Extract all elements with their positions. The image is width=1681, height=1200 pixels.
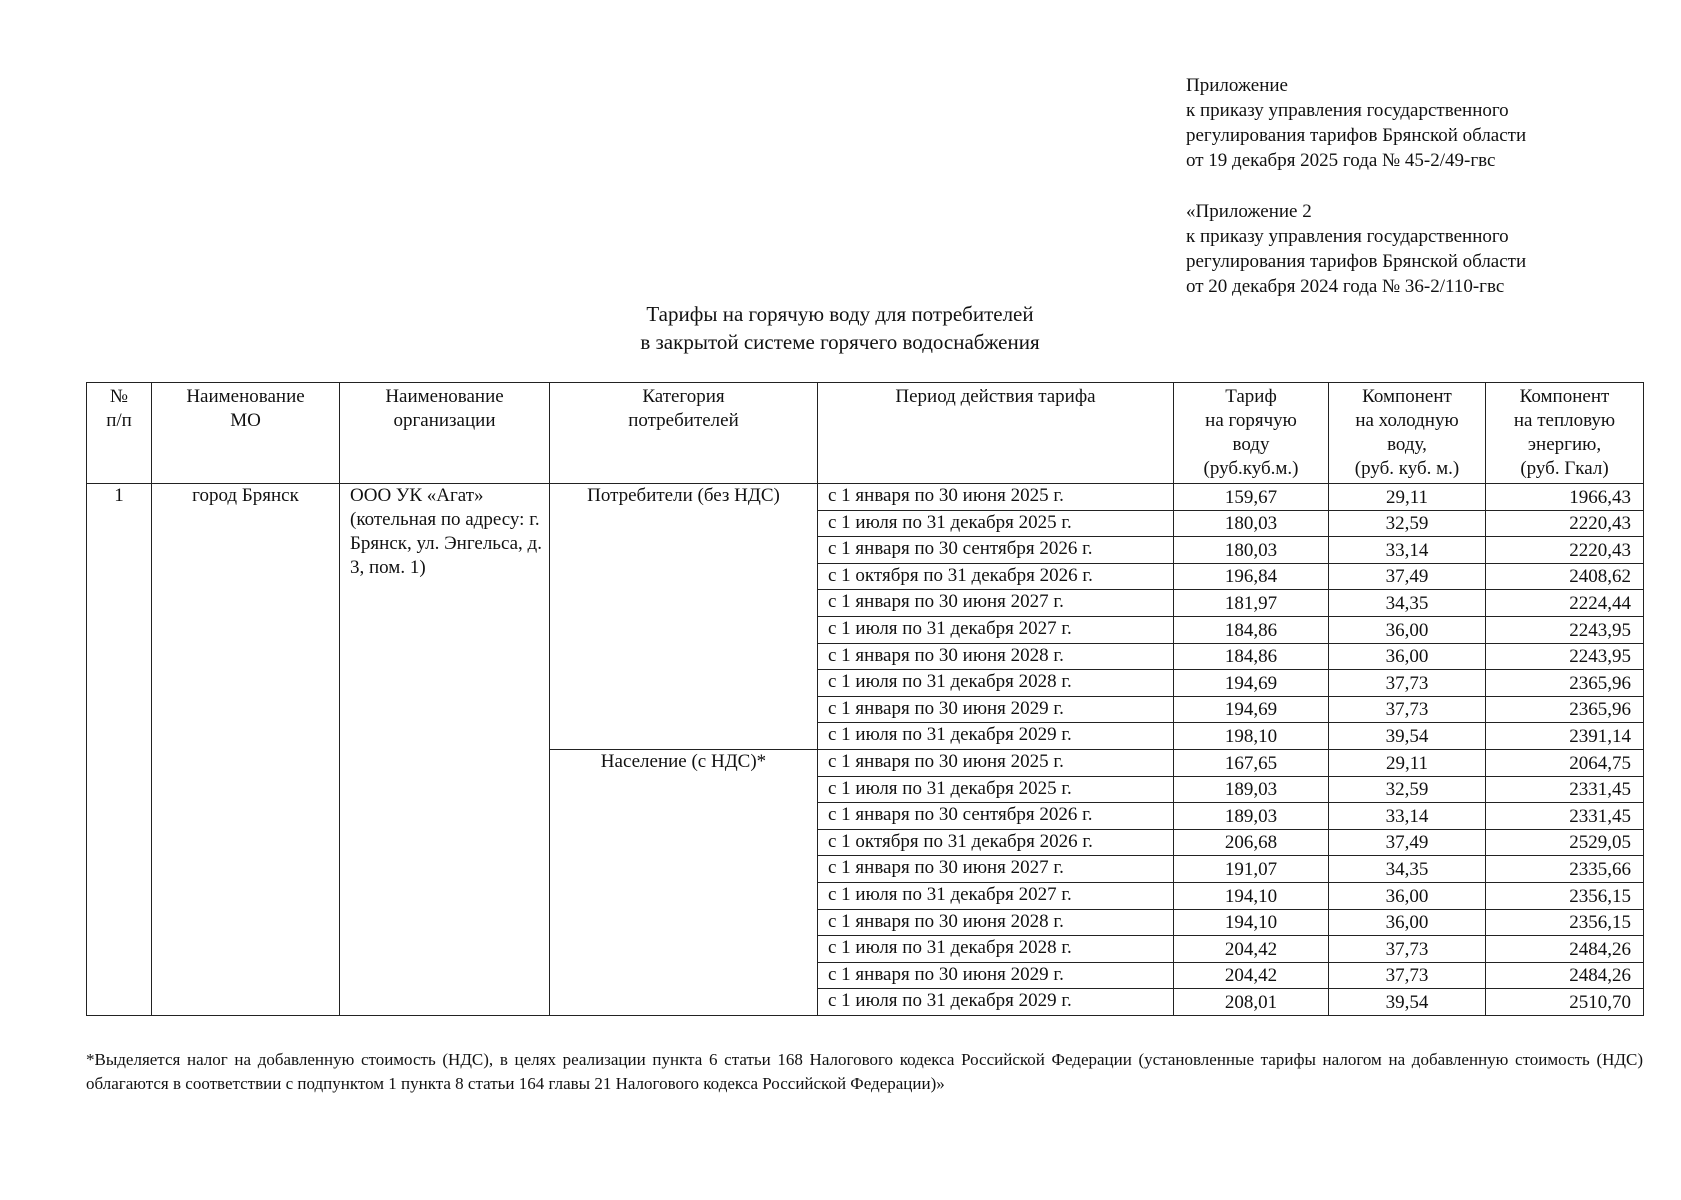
heat-energy-component-cell: 2224,44 [1486, 590, 1644, 617]
document-title [560, 300, 1120, 356]
cold-water-component-cell: 39,54 [1329, 723, 1486, 750]
period-cell: с 1 июля по 31 декабря 2029 г. [818, 723, 1174, 750]
period-cell: с 1 июля по 31 декабря 2028 г. [818, 670, 1174, 697]
hot-water-tariff-cell: 204,42 [1174, 936, 1329, 963]
period-cell: с 1 июля по 31 декабря 2028 г. [818, 936, 1174, 963]
period-cell: с 1 января по 30 июня 2025 г. [818, 749, 1174, 776]
consumer-category-cell: Потребители (без НДС) [550, 484, 818, 750]
tariff-table [86, 382, 1644, 1016]
heat-energy-component-cell: 2529,05 [1486, 829, 1644, 856]
period-cell: с 1 января по 30 июня 2028 г. [818, 909, 1174, 936]
hot-water-tariff-cell: 159,67 [1174, 484, 1329, 511]
footnote: *Выделяется налог на добавленную стоимость (НДС), в целях реализации пункта 6 статьи 168 Налогового кодекса Российской Федерации (установленные тарифы налогом на добавленную стоимость (НДС) облагаются в соответствии с подпунктом 1 пункта 8 статьи 164 главы 21 Налогового кодекса Российской Федерации)» [86, 1050, 1643, 1093]
appendix-line: Приложение [1186, 75, 1288, 96]
period-cell: с 1 января по 30 июня 2025 г. [818, 484, 1174, 511]
cold-water-component-cell: 37,73 [1329, 962, 1486, 989]
cold-water-component-cell: 29,11 [1329, 749, 1486, 776]
heat-energy-component-cell: 2365,96 [1486, 696, 1644, 723]
header-line: на тепловую [1513, 410, 1616, 431]
header-line: энергию, [1527, 434, 1602, 455]
heat-energy-component-cell: 2220,43 [1486, 537, 1644, 564]
header-line: воду [1232, 434, 1270, 455]
header-heat [1486, 383, 1644, 484]
appendix-line: «Приложение 2 [1186, 201, 1312, 222]
cold-water-component-cell: 34,35 [1329, 856, 1486, 883]
header-mo [152, 383, 340, 484]
hot-water-tariff-cell: 191,07 [1174, 856, 1329, 883]
hot-water-tariff-cell: 189,03 [1174, 776, 1329, 803]
table-body [87, 484, 1644, 1016]
period-cell: с 1 января по 30 июня 2029 г. [818, 696, 1174, 723]
heat-energy-component-cell: 2220,43 [1486, 510, 1644, 537]
header-line: (руб. куб. м.) [1354, 458, 1460, 479]
header-line: (руб.куб.м.) [1203, 458, 1299, 479]
hot-water-tariff-cell: 196,84 [1174, 563, 1329, 590]
heat-energy-component-cell: 2365,96 [1486, 670, 1644, 697]
period-cell: с 1 января по 30 сентября 2026 г. [818, 537, 1174, 564]
period-cell: с 1 января по 30 июня 2028 г. [818, 643, 1174, 670]
title-line-1: Тарифы на горячую воду для потребителей [646, 302, 1034, 326]
hot-water-tariff-cell: 194,69 [1174, 670, 1329, 697]
appendix-line: к приказу управления государственного [1186, 226, 1509, 247]
header-tariff [1174, 383, 1329, 484]
appendix-line: от 19 декабря 2025 года № 45-2/49-гвс [1186, 150, 1496, 171]
hot-water-tariff-cell: 208,01 [1174, 989, 1329, 1016]
cold-water-component-cell: 36,00 [1329, 882, 1486, 909]
heat-energy-component-cell: 2243,95 [1486, 616, 1644, 643]
period-cell: с 1 июля по 31 декабря 2025 г. [818, 776, 1174, 803]
cold-water-component-cell: 37,49 [1329, 829, 1486, 856]
cold-water-component-cell: 34,35 [1329, 590, 1486, 617]
header-line: Тариф [1225, 386, 1277, 407]
hot-water-tariff-cell: 194,10 [1174, 882, 1329, 909]
cold-water-component-cell: 37,49 [1329, 563, 1486, 590]
heat-energy-component-cell: 2331,45 [1486, 776, 1644, 803]
cold-water-component-cell: 29,11 [1329, 484, 1486, 511]
period-cell: с 1 января по 30 июня 2029 г. [818, 962, 1174, 989]
cold-water-component-cell: 39,54 [1329, 989, 1486, 1016]
heat-energy-component-cell: 2510,70 [1486, 989, 1644, 1016]
appendix-line: от 20 декабря 2024 года № 36-2/110-гвс [1186, 276, 1505, 297]
hot-water-tariff-cell: 184,86 [1174, 643, 1329, 670]
header-line: МО [230, 410, 261, 431]
cold-water-component-cell: 36,00 [1329, 909, 1486, 936]
heat-energy-component-cell: 2064,75 [1486, 749, 1644, 776]
period-cell: с 1 января по 30 июня 2027 г. [818, 590, 1174, 617]
header-line: воду, [1387, 434, 1427, 455]
period-cell: с 1 июля по 31 декабря 2027 г. [818, 616, 1174, 643]
appendix-line: к приказу управления государственного [1186, 100, 1509, 121]
cold-water-component-cell: 36,00 [1329, 643, 1486, 670]
header-line: Компонент [1519, 386, 1610, 407]
heat-energy-component-cell: 2356,15 [1486, 882, 1644, 909]
header-line: на горячую [1205, 410, 1297, 431]
cold-water-component-cell: 33,14 [1329, 537, 1486, 564]
header-line: потребителей [628, 410, 739, 431]
header-line: Период действия тарифа [895, 386, 1096, 407]
header-line: Наименование [385, 386, 504, 407]
hot-water-tariff-cell: 180,03 [1174, 537, 1329, 564]
municipality-cell: город Брянск [152, 484, 340, 1016]
header-num [87, 383, 152, 484]
header-line: Компонент [1362, 386, 1452, 407]
hot-water-tariff-cell: 204,42 [1174, 962, 1329, 989]
heat-energy-component-cell: 2484,26 [1486, 936, 1644, 963]
row-number-cell: 1 [87, 484, 152, 1016]
consumer-category-cell: Население (с НДС)* [550, 749, 818, 1015]
header-line: Категория [642, 386, 725, 407]
cold-water-component-cell: 32,59 [1329, 776, 1486, 803]
hot-water-tariff-cell: 194,69 [1174, 696, 1329, 723]
hot-water-tariff-cell: 181,97 [1174, 590, 1329, 617]
cold-water-component-cell: 37,73 [1329, 936, 1486, 963]
organization-cell: ООО УК «Агат» (котельная по адресу: г. Брянск, ул. Энгельса, д. 3, пом. 1) [340, 484, 550, 1016]
period-cell: с 1 июля по 31 декабря 2027 г. [818, 882, 1174, 909]
heat-energy-component-cell: 2331,45 [1486, 803, 1644, 830]
header-cold [1329, 383, 1486, 484]
header-line: № [109, 386, 129, 407]
heat-energy-component-cell: 2484,26 [1486, 962, 1644, 989]
header-line: организации [393, 410, 496, 431]
cold-water-component-cell: 33,14 [1329, 803, 1486, 830]
header-line: (руб. Гкал) [1520, 458, 1609, 479]
header-period [818, 383, 1174, 484]
appendix-current-reference [1186, 73, 1526, 173]
heat-energy-component-cell: 2391,14 [1486, 723, 1644, 750]
appendix-line: регулирования тарифов Брянской области [1186, 125, 1527, 146]
heat-energy-component-cell: 2243,95 [1486, 643, 1644, 670]
cold-water-component-cell: 32,59 [1329, 510, 1486, 537]
hot-water-tariff-cell: 180,03 [1174, 510, 1329, 537]
period-cell: с 1 января по 30 сентября 2026 г. [818, 803, 1174, 830]
hot-water-tariff-cell: 167,65 [1174, 749, 1329, 776]
heat-energy-component-cell: 2356,15 [1486, 909, 1644, 936]
hot-water-tariff-cell: 206,68 [1174, 829, 1329, 856]
header-line: Наименование [186, 386, 305, 407]
period-cell: с 1 июля по 31 декабря 2025 г. [818, 510, 1174, 537]
hot-water-tariff-cell: 184,86 [1174, 616, 1329, 643]
table-row [87, 484, 1644, 511]
header-category [550, 383, 818, 484]
appendix-line: регулирования тарифов Брянской области [1186, 251, 1527, 272]
table-header [87, 383, 1644, 484]
title-line-2: в закрытой системе горячего водоснабжения [640, 330, 1040, 354]
hot-water-tariff-cell: 198,10 [1174, 723, 1329, 750]
hot-water-tariff-cell: 189,03 [1174, 803, 1329, 830]
period-cell: с 1 октября по 31 декабря 2026 г. [818, 829, 1174, 856]
appendix-previous-reference [1186, 199, 1526, 299]
hot-water-tariff-cell: 194,10 [1174, 909, 1329, 936]
period-cell: с 1 января по 30 июня 2027 г. [818, 856, 1174, 883]
header-org [340, 383, 550, 484]
header-line: на холодную [1355, 410, 1459, 431]
cold-water-component-cell: 37,73 [1329, 670, 1486, 697]
heat-energy-component-cell: 2335,66 [1486, 856, 1644, 883]
header-line: п/п [106, 410, 132, 431]
cold-water-component-cell: 36,00 [1329, 616, 1486, 643]
cold-water-component-cell: 37,73 [1329, 696, 1486, 723]
heat-energy-component-cell: 2408,62 [1486, 563, 1644, 590]
period-cell: с 1 июля по 31 декабря 2029 г. [818, 989, 1174, 1016]
heat-energy-component-cell: 1966,43 [1486, 484, 1644, 511]
period-cell: с 1 октября по 31 декабря 2026 г. [818, 563, 1174, 590]
